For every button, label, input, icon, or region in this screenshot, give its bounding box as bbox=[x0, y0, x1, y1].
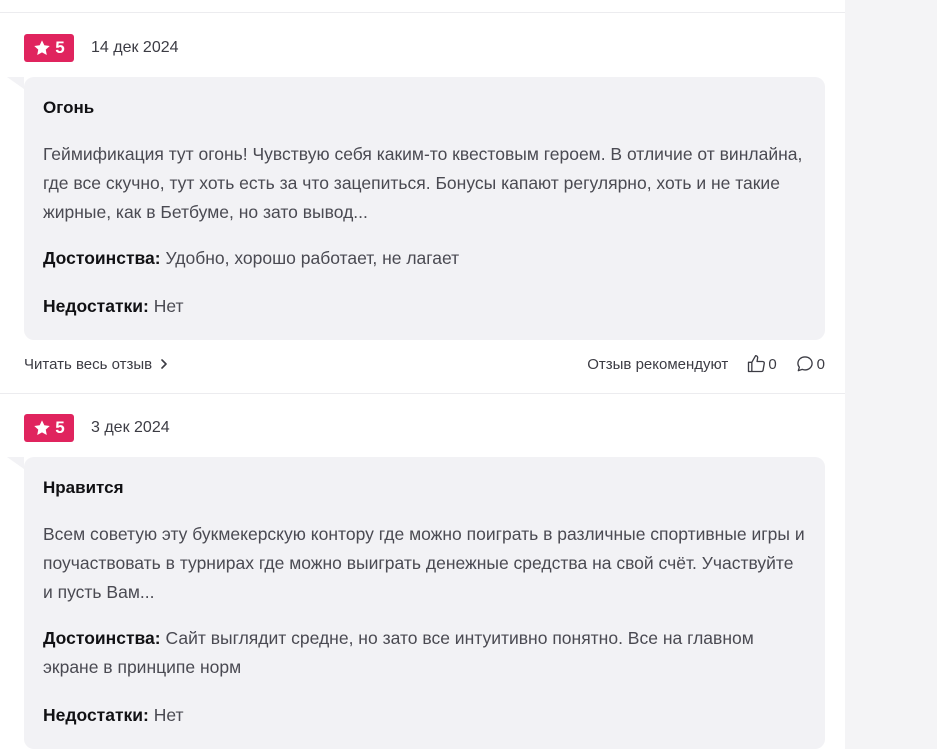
rating-value: 5 bbox=[55, 418, 65, 437]
rating-badge bbox=[24, 34, 74, 62]
pros-label: Достоинства: bbox=[43, 248, 161, 268]
review-date: 14 дек 2024 bbox=[91, 39, 179, 56]
chevron-right-icon bbox=[160, 359, 168, 369]
review-actions bbox=[24, 352, 825, 376]
divider bbox=[0, 393, 845, 394]
review-bubble bbox=[24, 77, 825, 340]
review-text: Геймификация тут огонь! Чувствую себя каким-то квестовым героем. В отличие от винлайна, где все скучно, тут хоть есть за что зацепиться. Бонусы капают регулярно, хоть и не такие жирные, как в Бетбуме, но зато вывод... bbox=[43, 144, 803, 222]
pros-label: Достоинства: bbox=[43, 628, 161, 648]
review-pros bbox=[43, 244, 805, 273]
review-text: Всем советую эту букмекерскую контору где можно поиграть в различные спортивные игры и поучаствовать в турнирах где можно выиграть денежные средства на свой счёт. Участвуйте и пусть Вам... bbox=[43, 524, 805, 602]
review-meta bbox=[24, 34, 179, 62]
cons-text: Нет bbox=[153, 296, 184, 316]
rating-value: 5 bbox=[55, 38, 65, 57]
comment-icon bbox=[795, 354, 815, 374]
rating-badge bbox=[24, 414, 74, 442]
review-bubble bbox=[24, 457, 825, 749]
cons-label: Недостатки: bbox=[43, 296, 149, 316]
review-cons bbox=[43, 701, 805, 730]
comment-count: 0 bbox=[816, 355, 825, 373]
star-icon bbox=[33, 39, 51, 57]
review-title: Огонь bbox=[43, 98, 95, 117]
review-meta bbox=[24, 414, 170, 442]
star-icon bbox=[33, 419, 51, 437]
like-button[interactable] bbox=[746, 354, 776, 374]
review-title: Нравится bbox=[43, 478, 124, 497]
recommend-label: Отзыв рекомендуют bbox=[587, 355, 729, 373]
review-reactions bbox=[587, 354, 825, 374]
pros-text: Удобно, хорошо работает, не лагает bbox=[165, 248, 460, 268]
read-more-label: Читать весь отзыв bbox=[24, 355, 153, 373]
cons-text: Нет bbox=[153, 705, 184, 725]
pros-text: Сайт выглядит средне, но зато все интуитивно понятно. Все на главном экране в принципе норм bbox=[43, 628, 754, 677]
read-full-review-link[interactable] bbox=[24, 356, 168, 373]
like-count: 0 bbox=[768, 355, 777, 373]
review-date: 3 дек 2024 bbox=[91, 419, 170, 436]
divider bbox=[0, 12, 845, 13]
review-pros bbox=[43, 624, 805, 682]
thumbs-up-icon bbox=[746, 354, 766, 374]
review-cons bbox=[43, 292, 805, 321]
comment-button[interactable] bbox=[795, 354, 825, 374]
cons-label: Недостатки: bbox=[43, 705, 149, 725]
